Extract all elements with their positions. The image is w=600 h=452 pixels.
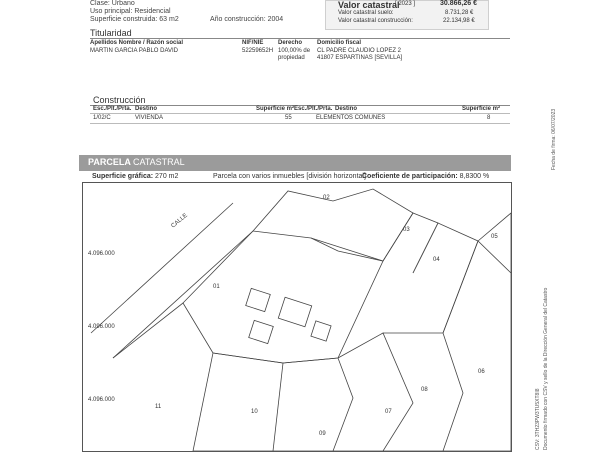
construccion-row-destino-2: ELEMENTOS COMUNES <box>316 115 386 121</box>
building-2 <box>278 297 311 327</box>
superficie-grafica-value: 270 m2 <box>155 173 179 180</box>
construccion-header-esc-2: Esc./Plt./Prta. <box>294 106 333 112</box>
titular-nombre: MARTIN GARCIA PABLO DAVID <box>90 48 179 54</box>
parcel-03-boundary <box>383 213 438 273</box>
titular-domicilio-line2: 41807 ESPARTINAS [SEVILLA] <box>317 55 403 61</box>
parcel-09-boundary <box>273 358 353 451</box>
superficie-grafica-label: Superficie gráfica: <box>92 173 154 180</box>
superficie-grafica <box>92 173 178 180</box>
titularidad-title: Titularidad <box>90 28 132 38</box>
titularidad-header-nombre: Apellidos Nombre / Razón social <box>90 40 184 46</box>
cadastral-map <box>82 182 512 452</box>
coord-label-3: 4.096.000 <box>88 397 115 403</box>
parcel-label-07: 07 <box>385 409 392 415</box>
parcel-10-boundary <box>193 353 283 451</box>
titularidad-divider <box>90 38 510 39</box>
construccion-header-superficie-1: Superficie m² <box>256 106 295 112</box>
parcel-06-boundary <box>443 241 511 451</box>
side-text-csv-1: Documento firmado con CSV y sello de la Dirección General del Catastro <box>543 287 549 450</box>
coeficiente-label: Coeficiente de participación: <box>362 173 458 180</box>
valor-construccion-value: 22.134,98 € <box>443 18 475 24</box>
parcel-label-06: 06 <box>478 369 485 375</box>
titularidad-header-domicilio: Domicilio fiscal <box>317 40 362 46</box>
construccion-header-superficie-2: Superficie m² <box>462 106 501 112</box>
building-4 <box>311 321 331 341</box>
coeficiente-value: 8,8300 % <box>459 173 490 180</box>
construccion-header-destino-2: Destino <box>335 106 358 112</box>
titularidad-header-nif: NIF/NIE <box>242 40 264 46</box>
parcel-label-01: 01 <box>213 284 220 290</box>
parcela-title-light: CATASTRAL <box>133 157 185 167</box>
titular-nif: 52259652H <box>242 48 274 54</box>
construccion-row-destino-1: VIVIENDA <box>135 115 164 121</box>
anio-construccion-text: Año construcción: 2004 <box>210 16 284 23</box>
street-edge-2 <box>113 231 253 358</box>
construccion-row-esc-1: 1/02/C <box>93 115 111 121</box>
parcel-05-boundary <box>478 213 511 273</box>
clase-text: Clase: Urbano <box>90 0 135 7</box>
parcel-label-11: 11 <box>155 404 162 410</box>
parcel-01-boundary <box>183 231 383 363</box>
titular-domicilio-line1: CL PADRE CLAUDIO LOPEZ 2 <box>317 48 402 54</box>
parcel-labels <box>88 195 498 437</box>
parcel-04-boundary <box>413 223 478 333</box>
cadastral-map-svg <box>83 183 511 451</box>
street-label: CALLE <box>170 212 189 230</box>
parcela-descripcion: Parcela con varios inmuebles [división horizontal] <box>213 173 366 180</box>
valor-suelo-value: 8.731,28 € <box>445 10 474 16</box>
parcel-11-boundary <box>113 303 213 451</box>
building-3 <box>249 320 274 343</box>
valor-catastral-total: 30.866,26 € <box>440 0 477 7</box>
construccion-row-superficie-1: 55 <box>285 115 292 121</box>
valor-catastral-year: [ 2023 ] <box>395 1 416 7</box>
construccion-title: Construcción <box>93 95 146 105</box>
parcel-label-03: 03 <box>403 227 410 233</box>
parcel-label-10: 10 <box>251 409 258 415</box>
construccion-row-divider <box>90 123 510 124</box>
parcel-label-04: 04 <box>433 257 440 263</box>
titular-derecho-line2: propiedad <box>278 55 305 61</box>
coord-label-1: 4.096.000 <box>88 251 115 257</box>
parcel-02-boundary <box>253 189 413 261</box>
superficie-construida-text: Superficie construida: 63 m2 <box>90 16 179 23</box>
coord-label-2: 4.096.000 <box>88 324 115 330</box>
parcel-label-05: 05 <box>491 234 498 240</box>
construccion-header-divider <box>90 113 510 114</box>
parcel-08-boundary <box>333 333 413 451</box>
parcel-lines <box>91 189 511 451</box>
valor-catastral-title: Valor catastral <box>338 0 400 10</box>
titularidad-header-derecho: Derecho <box>278 40 303 46</box>
valor-suelo-label: Valor catastral suelo: <box>338 10 394 16</box>
parcel-label-08: 08 <box>421 387 428 393</box>
construccion-header-esc-1: Esc./Plt./Prta. <box>93 106 132 112</box>
side-text-csv-2: CSV: 3TH23PW3TU5XT8I8 <box>535 388 541 450</box>
parcela-title-bold: PARCELA <box>88 157 131 167</box>
side-text-fecha: Fecha de firma: 06/07/2023 <box>551 108 557 170</box>
parcel-label-02: 02 <box>323 195 330 201</box>
valor-construccion-label: Valor catastral construcción: <box>338 18 413 24</box>
titular-derecho-line1: 100,00% de <box>278 48 311 54</box>
coeficiente-participacion <box>362 173 489 180</box>
building-1 <box>246 288 271 311</box>
construccion-row-superficie-2: 8 <box>487 115 491 121</box>
construccion-header-destino-1: Destino <box>135 106 158 112</box>
parcel-label-09: 09 <box>319 431 326 437</box>
uso-principal-text: Uso principal: Residencial <box>90 8 171 15</box>
parcela-catastral-title <box>88 157 185 167</box>
